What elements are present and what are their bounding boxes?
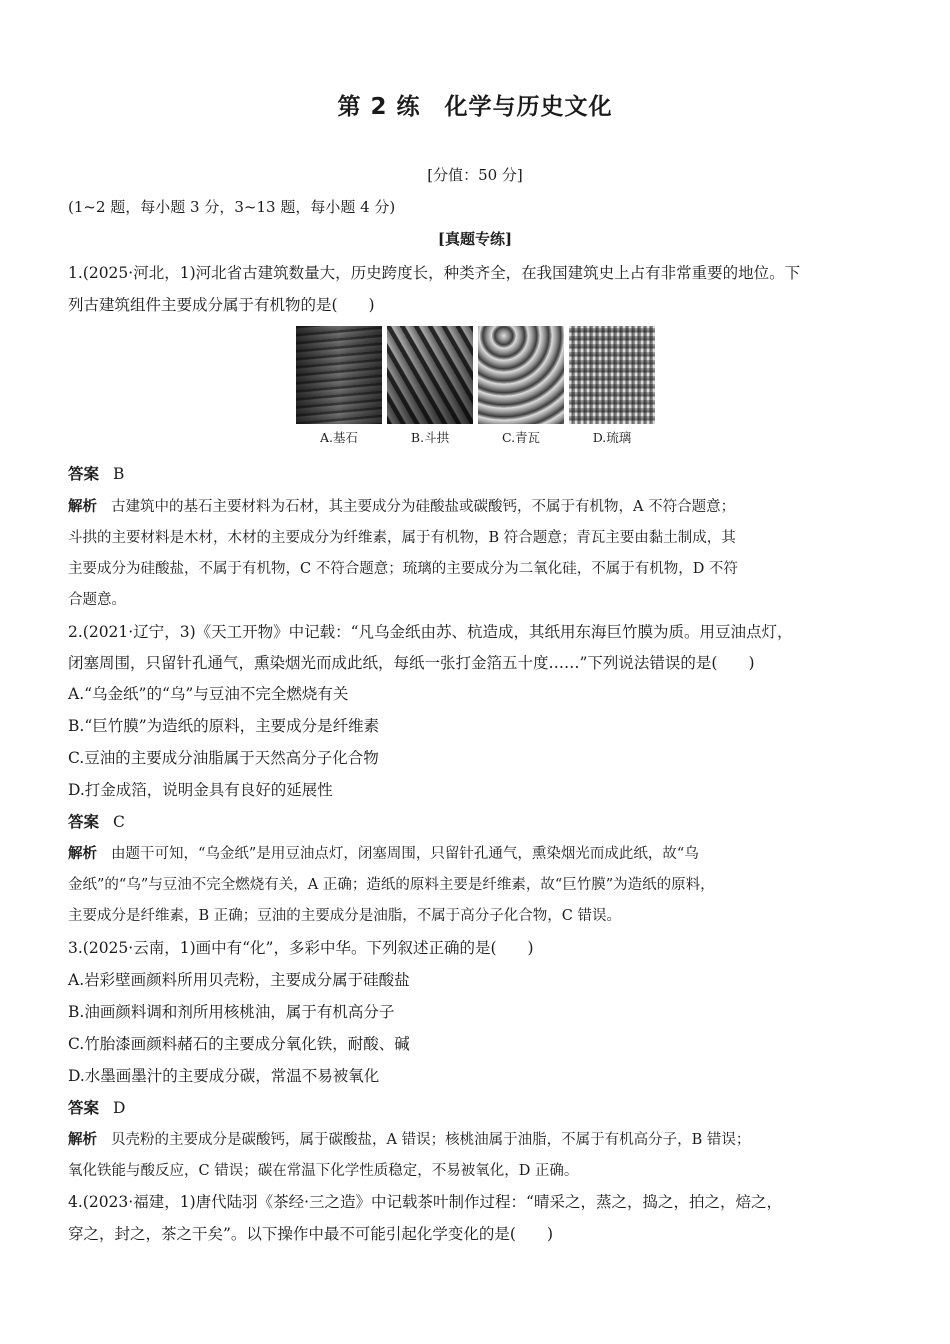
q1-stem-line: 1.(2025·河北，1)河北省古建筑数量大，历史跨度长，种类齐全，在我国建筑史上占有非常重要的地位。下 — [68, 264, 801, 282]
figure-caption: D.琉璃 — [592, 430, 632, 445]
q1-explain-line: 斗拱的主要材料是木材，木材的主要成分为纤维素，属于有机物，B 符合题意；青瓦主要由黏土制成，其 — [68, 530, 736, 546]
figure-caption: B.斗拱 — [410, 430, 450, 445]
page-title: 第 2 练 化学与历史文化 — [337, 94, 613, 120]
q2-option: D.打金成箔，说明金具有良好的延展性 — [68, 781, 333, 799]
q2-option: C.豆油的主要成分油脂属于天然高分子化合物 — [68, 749, 379, 767]
explain-label: 解析 — [68, 1132, 97, 1148]
q2-explain-line — [68, 843, 699, 865]
q1-stem-line: 列古建筑组件主要成分属于有机物的是( ) — [68, 296, 375, 314]
explain-text: 贝壳粉的主要成分是碳酸钙，属于碳酸盐，A 错误；核桃油属于油脂，不属于有机高分子，B 错误； — [111, 1132, 751, 1148]
q2-explain-line: 金纸”的“乌”与豆油不完全燃烧有关，A 正确；造纸的原料主要是纤维素，故“巨竹膜”为造纸的原料， — [68, 877, 715, 893]
explain-text: 古建筑中的基石主要材料为石材，其主要成分为硅酸盐或碳酸钙，不属于有机物，A 不符合题意； — [111, 499, 736, 515]
q4-stem-line: 4.(2023·福建，1)唐代陆羽《茶经·三之造》中记载茶叶制作过程：“晴采之，蒸之，捣之，拍之，焙之， — [68, 1193, 782, 1211]
answer-label: 答案 — [68, 465, 100, 483]
q2-stem-line: 闭塞周围，只留针孔通气，熏染烟光而成此纸，每纸一张打金箔五十度……”下列说法错误的是( ) — [68, 654, 755, 672]
answer-value: D — [113, 1099, 126, 1117]
q3-explain-line — [68, 1129, 750, 1151]
q1-explain-line: 合题意。 — [68, 592, 126, 608]
bracket-set-photo-icon — [387, 326, 473, 424]
answer-value: C — [113, 813, 125, 831]
q2-option: B.“巨竹膜”为造纸的原料，主要成分是纤维素 — [68, 717, 380, 735]
figure-caption: C.青瓦 — [501, 430, 541, 445]
q3-option: C.竹胎漆画颜料赭石的主要成分氧化铁，耐酸、碱 — [68, 1035, 410, 1053]
explain-label: 解析 — [68, 846, 97, 862]
answer-label: 答案 — [68, 1099, 100, 1117]
q3-option: B.油画颜料调和剂所用核桃油，属于有机高分子 — [68, 1003, 395, 1021]
q2-explain-line: 主要成分是纤维素，B 正确；豆油的主要成分是油脂，不属于高分子化合物，C 错误。 — [68, 908, 621, 924]
stone-steps-photo-icon — [296, 326, 382, 424]
q2-answer — [68, 811, 125, 833]
q1-explain-line: 主要成分为硅酸盐，不属于有机物，C 不符合题意；琉璃的主要成分为二氧化硅，不属于有机物，D 不符 — [68, 561, 738, 577]
figure-caption: A.基石 — [319, 430, 358, 445]
q3-option: A.岩彩壁画颜料所用贝壳粉，主要成分属于硅酸盐 — [68, 971, 410, 989]
scoring-rule: (1~2 题，每小题 3 分，3~13 题，每小题 4 分) — [68, 198, 396, 216]
q3-answer — [68, 1097, 125, 1119]
q3-explain-line: 氧化铁能与酸反应，C 错误；碳在常温下化学性质稳定，不易被氧化，D 正确。 — [68, 1163, 579, 1179]
grey-tile-photo-icon — [478, 326, 564, 424]
explain-label: 解析 — [68, 499, 97, 515]
explain-text: 由题干可知，“乌金纸”是用豆油点灯，闭塞周围，只留针孔通气，熏染烟光而成此纸，故“乌 — [111, 846, 699, 862]
figure-b — [387, 326, 473, 446]
q3-stem-line: 3.(2025·云南，1)画中有“化”，多彩中华。下列叙述正确的是( ) — [68, 939, 534, 957]
glazed-tile-photo-icon — [569, 326, 655, 424]
score-note: [分值：50 分] — [427, 166, 523, 184]
figure-c — [478, 326, 564, 446]
q1-answer — [68, 463, 124, 485]
section-heading: [真题专练] — [437, 230, 513, 248]
q4-stem-line: 穿之，封之，茶之干矣”。以下操作中最不可能引起化学变化的是( ) — [68, 1225, 554, 1243]
q3-option: D.水墨画墨汁的主要成分碳，常温不易被氧化 — [68, 1067, 380, 1085]
q1-explain-line — [68, 496, 735, 518]
q1-figures — [296, 326, 658, 450]
figure-d — [569, 326, 655, 446]
q2-stem-line: 2.(2021·辽宁，3)《天工开物》中记载：“凡乌金纸由苏、杭造成，其纸用东海巨竹膜为质。用豆油点灯， — [68, 623, 793, 641]
answer-label: 答案 — [68, 813, 100, 831]
figure-a — [296, 326, 382, 446]
q2-option: A.“乌金纸”的“乌”与豆油不完全燃烧有关 — [68, 685, 349, 703]
answer-value: B — [113, 465, 125, 483]
